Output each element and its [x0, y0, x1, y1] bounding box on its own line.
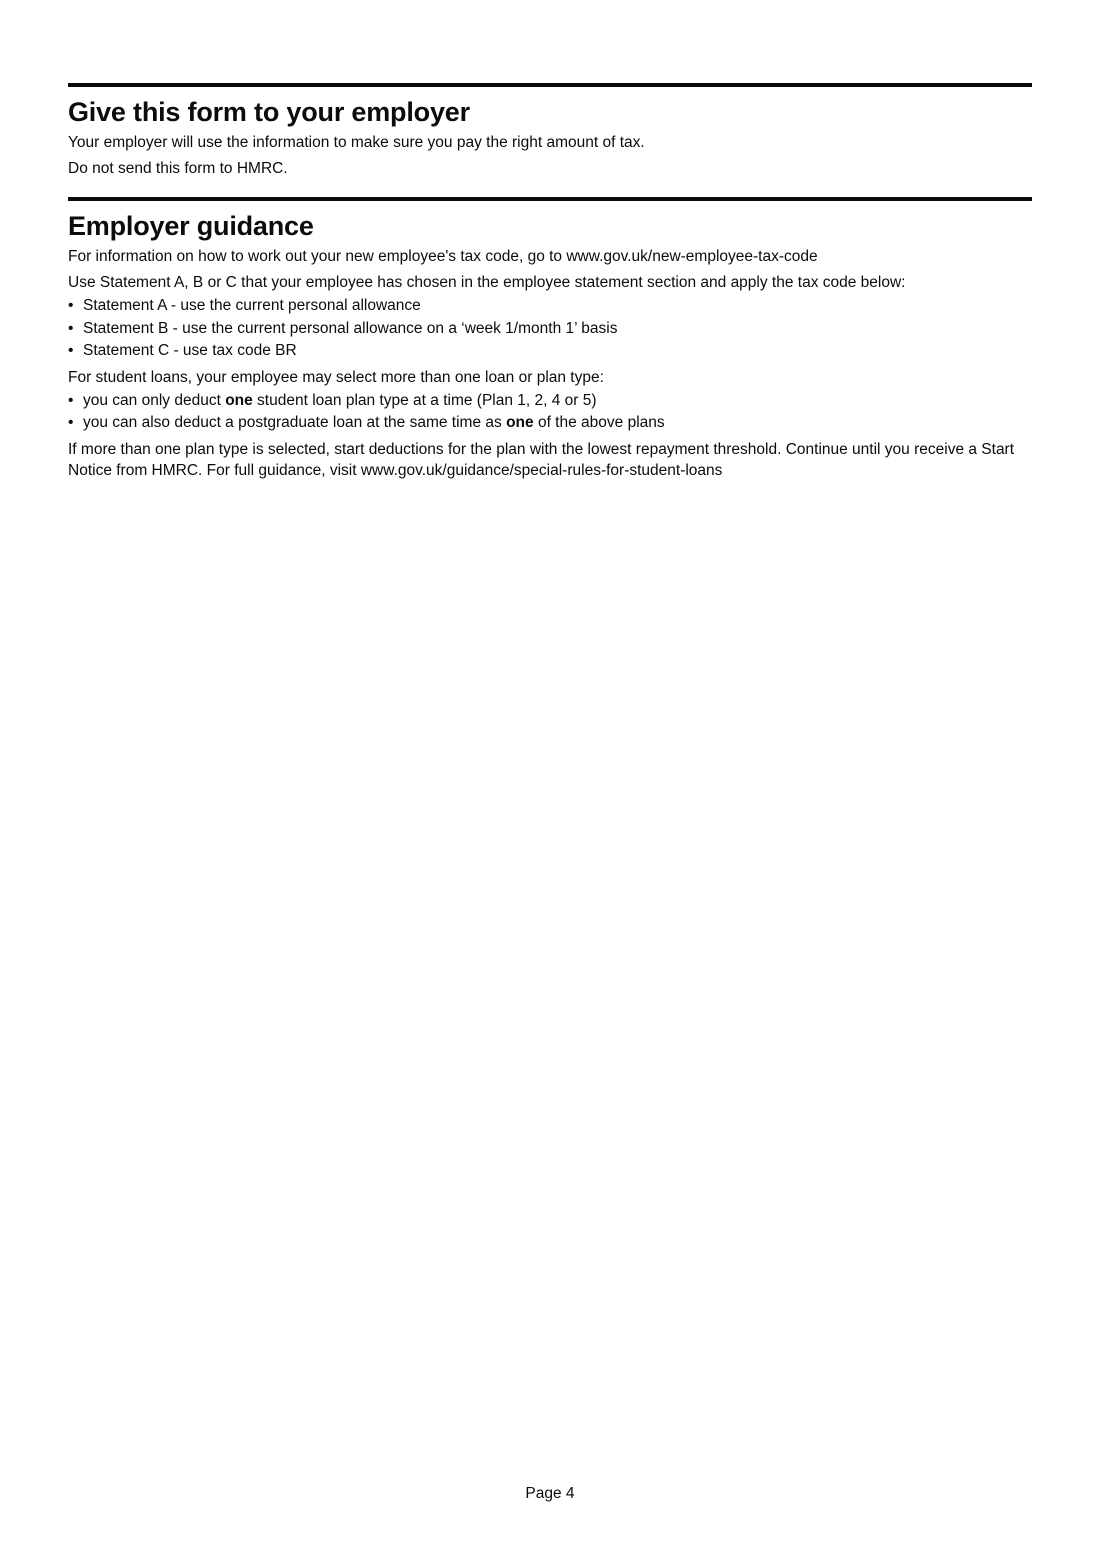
rule-text: you can also deduct a postgraduate loan at the same time as	[83, 414, 507, 431]
rule-text: of the above plans	[533, 414, 665, 431]
list-item: • Statement B - use the current personal allowance on a ‘week 1/month 1’ basis	[68, 318, 1032, 341]
student-loan-rules-list	[68, 390, 1032, 435]
give-form-section	[68, 83, 1032, 179]
section-divider	[68, 197, 1032, 201]
give-form-heading: Give this form to your employer	[68, 97, 470, 127]
list-item: • Statement A - use the current personal allowance	[68, 295, 1032, 318]
list-item	[68, 412, 1032, 435]
employer-guidance-section	[68, 197, 1032, 481]
list-item: • Statement C - use tax code BR	[68, 340, 1032, 363]
statements-intro: Use Statement A, B or C that your employee has chosen in the employee statement section and apply the tax code below:	[68, 274, 906, 291]
closing-paragraph: If more than one plan type is selected, start deductions for the plan with the lowest repayment threshold. Continue until you receive a Start Notice from HMRC. For full guidance, visit www.gov.uk/guidance/special-rules-for-student-loans	[68, 440, 1015, 479]
list-item	[68, 390, 1032, 413]
page-number: Page 4	[525, 1485, 575, 1502]
statements-list	[68, 295, 1032, 363]
rule-emphasis: one	[506, 414, 534, 431]
give-form-paragraph: Your employer will use the information to make sure you pay the right amount of tax.	[68, 134, 645, 151]
employer-guidance-heading: Employer guidance	[68, 211, 314, 241]
rule-text: you can only deduct	[83, 391, 226, 409]
rule-text: student loan plan type at a time (Plan 1, 2, 4 or 5)	[252, 391, 597, 409]
rule-emphasis: one	[225, 391, 253, 409]
give-form-paragraph: Do not send this form to HMRC.	[68, 160, 288, 177]
employer-guidance-intro: For information on how to work out your new employee's tax code, go to www.gov.uk/new-employee-tax-code	[68, 248, 818, 265]
section-divider	[68, 83, 1032, 87]
student-loans-intro: For student loans, your employee may select more than one loan or plan type:	[68, 368, 604, 386]
document-page	[68, 83, 1032, 486]
